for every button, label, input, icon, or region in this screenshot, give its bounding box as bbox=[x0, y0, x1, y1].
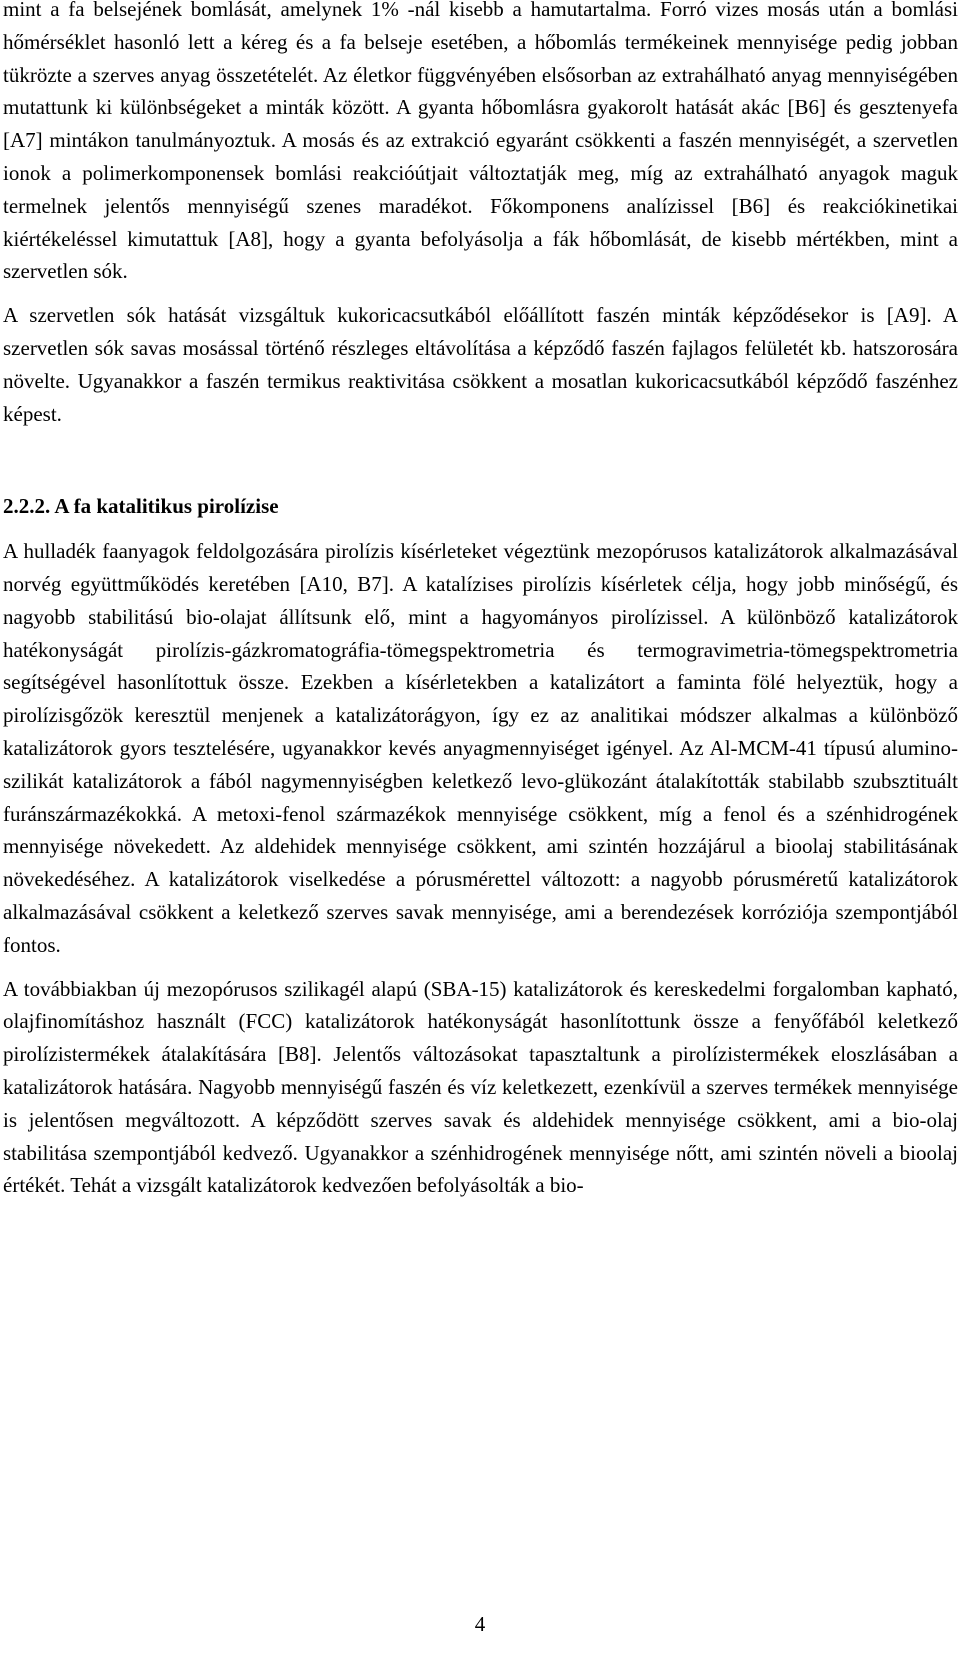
page-number: 4 bbox=[474, 1612, 486, 1636]
paragraph-catalytic-pyrolysis: A hulladék faanyagok feldolgozására pirolízis kísérleteket végeztünk mezopórusos katalizátorok alkalmazásával norvég együttműködés keretében [A10, B7]. A katalízises pirolízis kísérletek célja, hogy jobb minőségű, és nagyobb stabilitású bio-olajat állítsunk elő, mint a hagyományos pirolízissel. A különböző katalizátorok hatékonyságát pirolízis-gázkromatográfia-tömegspektrometria és termogravimetria-tömegspektrometria segítségével hasonlítottuk össze. Ezekben a kísérletekben a katalizátort a faminta fölé helyeztük, hogy a pirolízisgőzök keresztül menjenek a katalizátorágyon, így ez az analitikai módszer alkalmas a különböző katalizátorok gyors tesztelésére, ugyanakkor kevés anyagmennyiséget igényel. Az Al-MCM-41 típusú alumino-szilikát katalizátorok a fából nagymennyiségben keletkező levo-glükozánt átalakították stabilabb szubsztituált furánszármazékokká. A metoxi-fenol származékok mennyisége csökkent, míg a fenol és a szénhidrogének mennyisége növekedett. Az aldehidek mennyisége csökkent, ami szintén hozzájárul a bioolaj stabilitásának növekedéséhez. A katalizátorok viselkedése a pórusmérettel változott: a nagyobb pórusméretű katalizátorok alkalmazásával csökkent a keletkező szerves savak mennyisége, ami a berendezések korróziója szempontjából fontos. bbox=[3, 539, 958, 957]
section-heading: 2.2.2. A fa katalitikus pirolízise bbox=[3, 494, 279, 519]
body-text bbox=[3, 0, 958, 1202]
paragraph-inorganic-salts: A szervetlen sók hatását vizsgáltuk kukoricacsutkából előállított faszén minták képződésekor is [A9]. A szervetlen sók savas mosással történő részleges eltávolítása a képződő faszén fajlagos felületét kb. hatszorosára növelte. Ugyanakkor a faszén termikus reaktivitása csökkent a mosatlan kukoricacsutkából képződő faszénhez képest. bbox=[3, 303, 958, 426]
paragraph-catalyst-comparison: A továbbiakban új mezopórusos szilikagél alapú (SBA-15) katalizátorok és kereskedelmi forgalomban kapható, olajfinomításhoz használt (FCC) katalizátorok hatékonyságát hasonlítottunk össze a fenyőfából keletkező pirolízistermékek átalakítására [B8]. Jelentős változásokat tapasztaltunk a pirolízistermékek eloszlásában a katalizátorok hatására. Nagyobb mennyiségű faszén és víz keletkezett, ezenkívül a szerves termékek mennyisége is jelentősen megváltozott. A képződött szerves savak és aldehidek mennyisége csökkent, ami a bio-olaj stabilitása szempontjából kedvező. Ugyanakkor a szénhidrogének mennyisége nőtt, ami szintén növeli a bioolaj értékét. Tehát a vizsgált katalizátorok kedvezően befolyásolták a bio- bbox=[3, 976, 958, 1198]
paragraph-continued: mint a fa belsejének bomlását, amelynek 1% -nál kisebb a hamutartalma. Forró vizes mosás után a bomlási hőmérséklet hasonló lett a kéreg és a fa belseje esetében, a hőbomlás termékeinek mennyisége pedig jobban tükrözte a szerves anyag összetételét. Az életkor függvényében elsősorban az extrahálható anyag mennyiségében mutattunk ki különbségeket a minták között. A gyanta hőbomlásra gyakorolt hatását akác [B6] és gesztenyefa [A7] mintákon tanulmányoztuk. A mosás és az extrakció egyaránt csökkenti a faszén mennyiségét, a szervetlen ionok a polimerkomponensek bomlási reakcióútjait változtatják meg, míg az extrahálható anyagok maguk termelnek jelentős mennyiségű szenes maradékot. Főkomponens analízissel [B6] és reakciókinetikai kiértékeléssel kimutattuk [A8], hogy a gyanta befolyásolja a fák hőbomlását, de kisebb mértékben, mint a szervetlen sók. bbox=[3, 0, 958, 284]
